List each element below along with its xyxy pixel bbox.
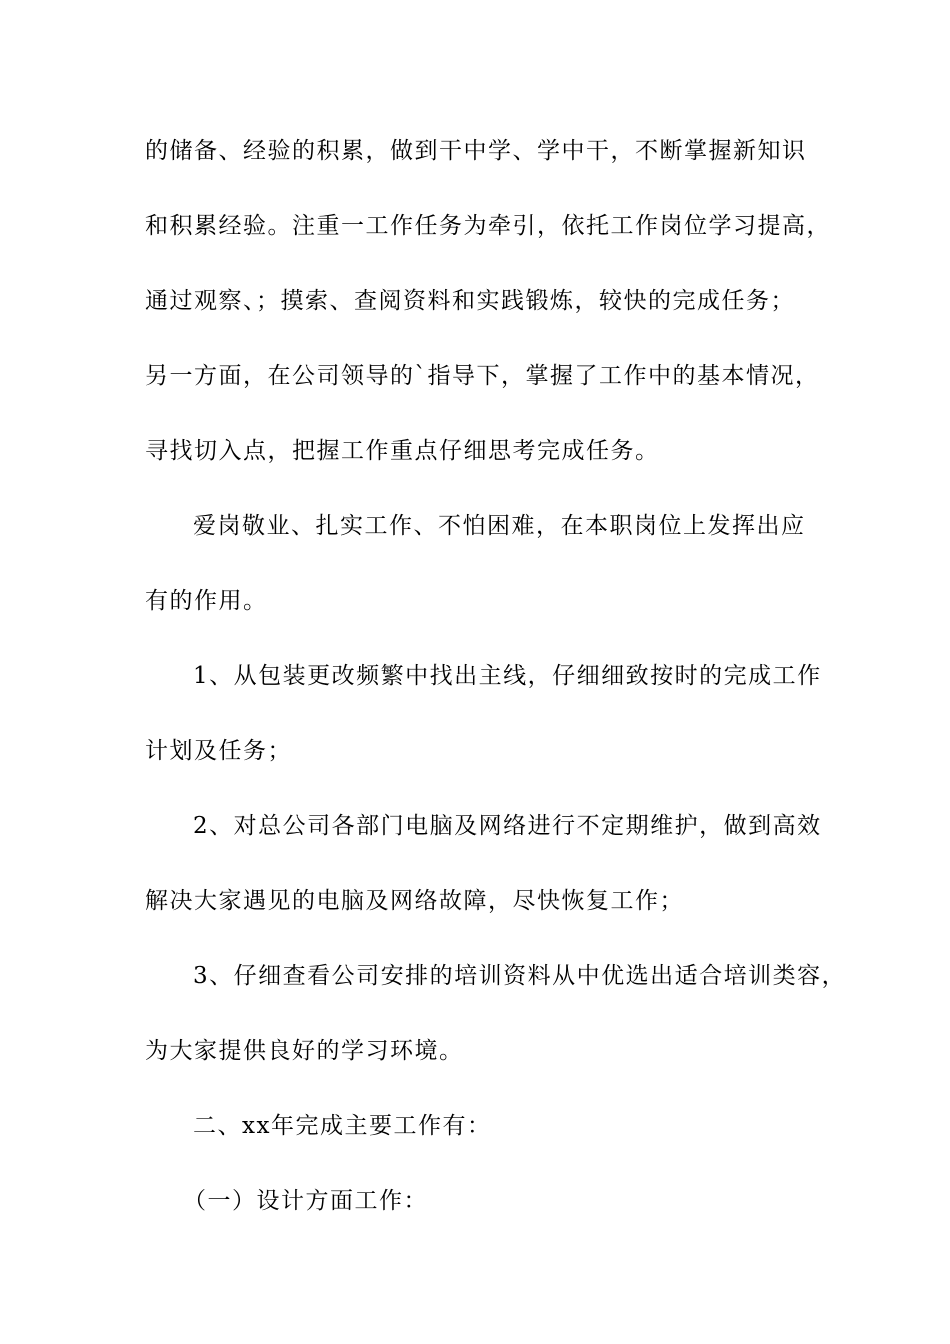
text-line: 2、对总公司各部门电脑及网络进行不定期维护，做到高效 <box>193 813 822 839</box>
text-line: 计划及任务； <box>145 738 292 764</box>
text-line: 解决大家遇见的电脑及网络故障，尽快恢复工作； <box>145 888 684 914</box>
text-line: 的储备、经验的积累，做到干中学、学中干，不断掌握新知识 <box>145 138 807 164</box>
text-line: 1、从包装更改频繁中找出主线，仔细细致按时的完成工作 <box>193 663 822 689</box>
text-line: 为大家提供良好的学习环境。 <box>145 1038 464 1064</box>
text-line: 爱岗敬业、扎实工作、不怕困难，在本职岗位上发挥出应 <box>193 513 806 539</box>
section-heading: 二、xx年完成主要工作有： <box>193 1113 492 1139</box>
text-line: 3、仔细查看公司安排的培训资料从中优选出适合培训类容， <box>193 963 847 989</box>
text-line: 寻找切入点，把握工作重点仔细思考完成任务。 <box>145 438 660 464</box>
text-line: 通过观察、；摸索、查阅资料和实践锻炼，较快的完成任务； <box>145 288 795 314</box>
text-line: 和积累经验。注重一工作任务为牵引，依托工作岗位学习提高， <box>145 213 831 239</box>
subsection-heading: （一）设计方面工作： <box>183 1188 428 1214</box>
text-line: 另一方面，在公司领导的`指导下，掌握了工作中的基本情况， <box>145 363 820 389</box>
text-line: 有的作用。 <box>145 588 268 614</box>
